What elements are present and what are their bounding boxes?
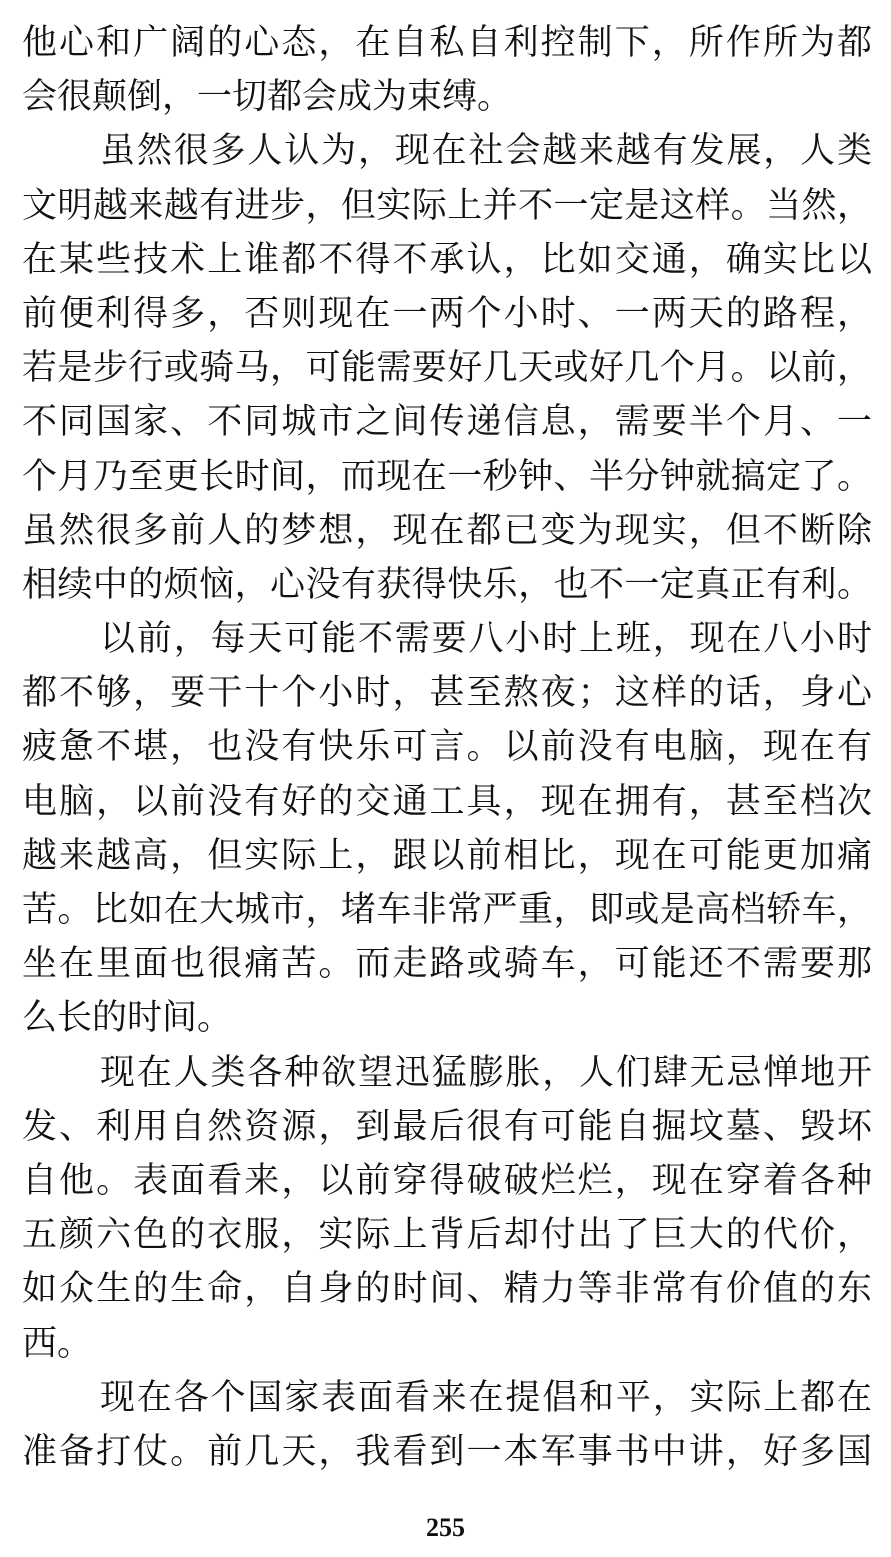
- body-text: [22, 16, 872, 1479]
- text-line: 如众生的生命，自身的时间、精力等非常有价值的东: [22, 1269, 872, 1310]
- paragraph-start-line: 现在人类各种欲望迅猛膨胀，人们肆无忌惮地开: [100, 1052, 872, 1093]
- text-line: 坐在里面也很痛苦。而走路或骑车，可能还不需要那: [22, 944, 872, 985]
- text-line: 文明越来越有进步，但实际上并不一定是这样。当然，: [22, 185, 872, 226]
- text-line: 准备打仗。前几天，我看到一本军事书中讲，好多国: [22, 1431, 872, 1472]
- text-line: 越来越高，但实际上，跟以前相比，现在可能更加痛: [22, 835, 872, 876]
- text-line: 自他。表面看来，以前穿得破破烂烂，现在穿着各种: [22, 1160, 872, 1201]
- text-line: 相续中的烦恼，心没有获得快乐，也不一定真正有利。: [22, 564, 872, 605]
- page-number: 255: [426, 1513, 465, 1542]
- text-line: 疲惫不堪，也没有快乐可言。以前没有电脑，现在有: [22, 727, 872, 768]
- text-line: 若是步行或骑马，可能需要好几天或好几个月。以前，: [22, 348, 872, 389]
- text-line: 在某些技术上谁都不得不承认，比如交通，确实比以: [22, 239, 872, 280]
- text-line: 前便利得多，否则现在一两个小时、一两天的路程，: [22, 293, 872, 334]
- text-line: 电脑，以前没有好的交通工具，现在拥有，甚至档次: [22, 781, 872, 822]
- text-line: 五颜六色的衣服，实际上背后却付出了巨大的代价，: [22, 1215, 872, 1256]
- text-line: 发、利用自然资源，到最后很有可能自掘坟墓、毁坏: [22, 1106, 872, 1147]
- paragraph-start-line: 虽然很多人认为，现在社会越来越有发展，人类: [100, 131, 872, 172]
- text-line: 会很颠倒，一切都会成为束缚。: [22, 77, 513, 118]
- text-line: 西。: [22, 1323, 93, 1364]
- text-line: 个月乃至更长时间，而现在一秒钟、半分钟就搞定了。: [22, 456, 872, 497]
- text-line: 么长的时间。: [22, 998, 233, 1039]
- text-line: 不同国家、不同城市之间传递信息，需要半个月、一: [22, 402, 872, 443]
- text-line: 虽然很多前人的梦想，现在都已变为现实，但不断除: [22, 510, 872, 551]
- text-line: 苦。比如在大城市，堵车非常严重，即或是高档轿车，: [22, 890, 872, 930]
- paragraph-start-line: 以前，每天可能不需要八小时上班，现在八小时: [100, 619, 872, 660]
- text-line: 都不够，要干十个小时，甚至熬夜；这样的话，身心: [22, 673, 872, 714]
- paragraph-start-line: 现在各个国家表面看来在提倡和平，实际上都在: [100, 1377, 872, 1418]
- text-line: 他心和广阔的心态，在自私自利控制下，所作所为都: [22, 23, 872, 63]
